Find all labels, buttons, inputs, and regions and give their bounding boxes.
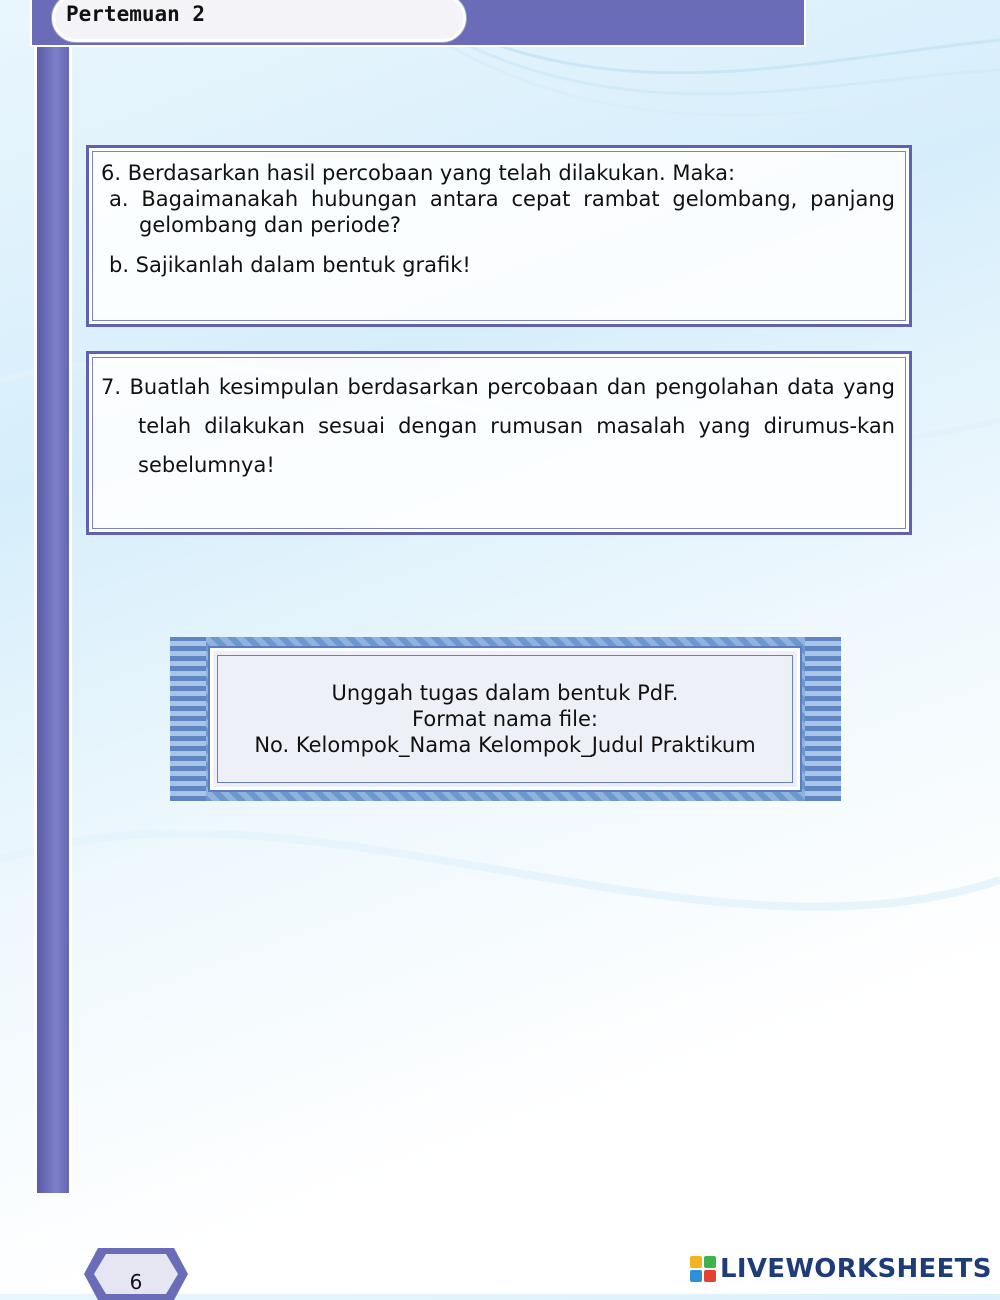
upload-note (210, 648, 800, 790)
page-title: Pertemuan 2 (66, 2, 206, 26)
upload-note-line-2: Format nama file: (412, 707, 598, 731)
question-6-sub-b: b. Sajikanlah dalam bentuk grafik! (109, 253, 471, 277)
upload-note-frame (170, 637, 841, 801)
question-7-prompt: 7. Buatlah kesimpulan berdasarkan percobaan dan pengolahan data yang telah dilakukan sesuai dengan rumusan masalah yang dirumus-kan sebelumnya! (101, 375, 895, 477)
question-6-prompt: 6. Berdasarkan hasil percobaan yang telah dilakukan. Maka: (101, 161, 736, 185)
upload-note-line-1: Unggah tugas dalam bentuk PdF. (331, 681, 679, 705)
page-number-badge (84, 1248, 188, 1300)
question-7-box[interactable] (86, 351, 912, 535)
brand-name: LIVEWORKSHEETS (720, 1254, 992, 1284)
liveworksheets-icon (690, 1256, 716, 1282)
upload-note-line-3: No. Kelompok_Nama Kelompok_Judul Praktikum (254, 733, 756, 757)
question-6-box[interactable] (86, 145, 912, 327)
side-bar (34, 47, 72, 1193)
page-number: 6 (129, 1270, 143, 1294)
brand-logo[interactable] (690, 1254, 992, 1284)
question-6-sub-a: a. Bagaimanakah hubungan antara cepat rambat gelombang, panjang gelombang dan periode? (109, 187, 895, 237)
